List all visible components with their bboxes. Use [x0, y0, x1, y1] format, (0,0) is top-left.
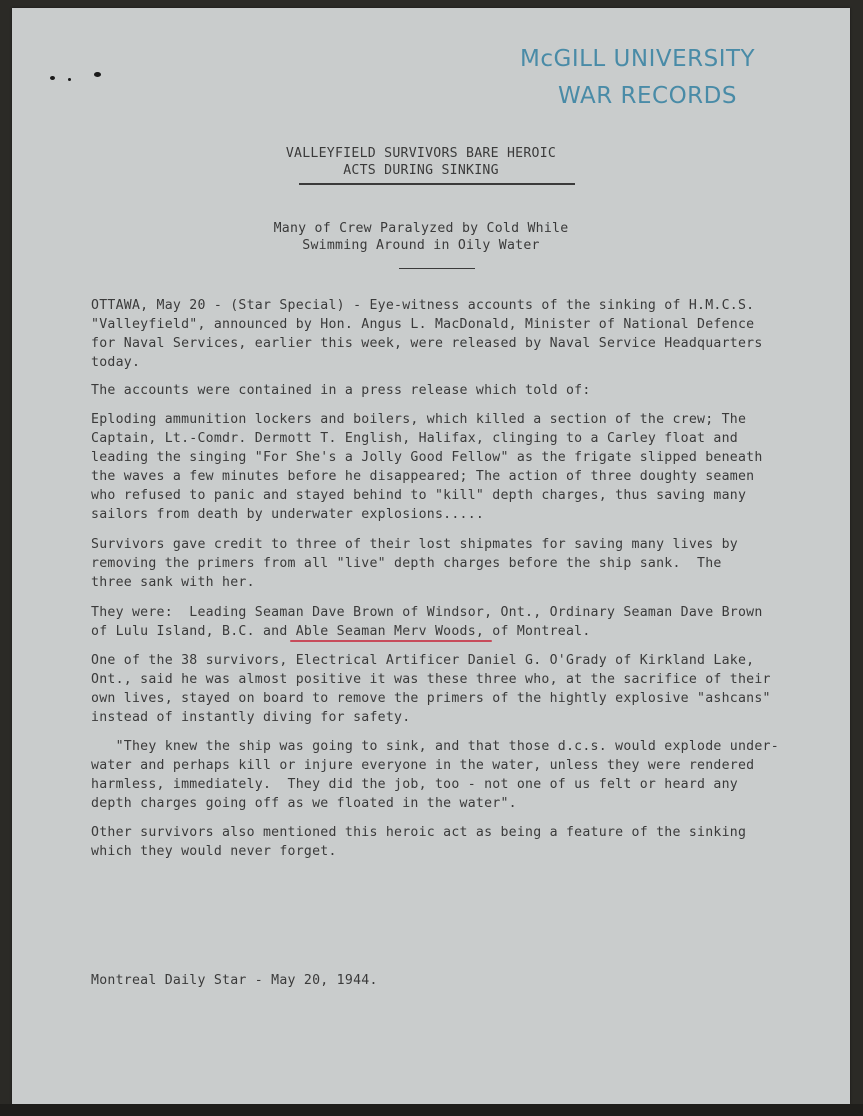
paragraph-line: harmless, immediately. They did the job, too - not one of us felt or heard any — [91, 777, 738, 792]
paragraph-line: of Lulu Island, B.C. and Able Seaman Merv Woods, of Montreal. — [91, 624, 591, 639]
paragraph-line: instead of instantly diving for safety. — [91, 710, 411, 725]
ink-speck — [94, 72, 101, 77]
paragraph-line: which they would never forget. — [91, 844, 337, 859]
paragraph-line: Eploding ammunition lockers and boilers, which killed a section of the crew; The — [91, 412, 747, 427]
paragraph-line: own lives, stayed on board to remove the primers of the hightly explosive "ashcans" — [91, 691, 771, 706]
paragraph-line: today. — [91, 355, 141, 370]
document-page — [12, 8, 850, 1104]
paragraph-line: who refused to panic and stayed behind to "kill" depth charges, thus saving many — [91, 488, 747, 503]
paragraph-line: Captain, Lt.-Comdr. Dermott T. English, Halifax, clinging to a Carley float and — [91, 431, 738, 446]
paragraph-line: Other survivors also mentioned this heroic act as being a feature of the sinking — [91, 825, 747, 840]
paragraph-line: They were: Leading Seaman Dave Brown of Windsor, Ont., Ordinary Seaman Dave Brown — [91, 605, 763, 620]
source-citation: Montreal Daily Star - May 20, 1944. — [91, 973, 378, 988]
paragraph-line: One of the 38 survivors, Electrical Artificer Daniel G. O'Grady of Kirkland Lake, — [91, 653, 755, 668]
paragraph-line: The accounts were contained in a press release which told of: — [91, 383, 591, 398]
paragraph-line: Survivors gave credit to three of their lost shipmates for saving many lives by — [91, 537, 738, 552]
paragraph-line: three sank with her. — [91, 575, 255, 590]
stamp-line-2: WAR RECORDS — [558, 83, 737, 109]
headline-line-1: VALLEYFIELD SURVIVORS BARE HEROIC — [285, 146, 557, 161]
paragraph-line: for Naval Services, earlier this week, were released by Naval Service Headquarters — [91, 336, 763, 351]
paragraph-line: the waves a few minutes before he disappeared; The action of three doughty seamen — [91, 469, 755, 484]
stamp-line-1: McGILL UNIVERSITY — [520, 46, 756, 72]
headline-rule — [299, 183, 575, 185]
paragraph-line: removing the primers from all "live" depth charges before the ship sank. The — [91, 556, 722, 571]
subhead-rule — [399, 268, 475, 269]
scan-bottom-edge — [0, 1104, 863, 1116]
paragraph-line: "They knew the ship was going to sink, and that those d.c.s. would explode under- — [91, 739, 779, 754]
paragraph-line: Ont., said he was almost positive it was these three who, at the sacrifice of their — [91, 672, 771, 687]
subhead-line-1: Many of Crew Paralyzed by Cold While — [273, 221, 569, 236]
paragraph-line: depth charges going off as we floated in the water". — [91, 796, 517, 811]
subhead-line-2: Swimming Around in Oily Water — [302, 238, 540, 253]
scan-left-edge — [0, 0, 12, 1116]
ink-speck — [50, 76, 55, 80]
paragraph-line: leading the singing "For She's a Jolly Good Fellow" as the frigate slipped beneath — [91, 450, 763, 465]
ink-speck — [68, 78, 71, 81]
paragraph-line: OTTAWA, May 20 - (Star Special) - Eye-witness accounts of the sinking of H.M.C.S. — [91, 298, 755, 313]
headline-line-2: ACTS DURING SINKING — [343, 163, 499, 178]
paragraph-line: water and perhaps kill or injure everyone in the water, unless they were rendered — [91, 758, 755, 773]
paragraph-line: "Valleyfield", announced by Hon. Angus L. MacDonald, Minister of National Defence — [91, 317, 755, 332]
red-pencil-underline — [290, 640, 492, 642]
paragraph-line: sailors from death by underwater explosions..... — [91, 507, 485, 522]
